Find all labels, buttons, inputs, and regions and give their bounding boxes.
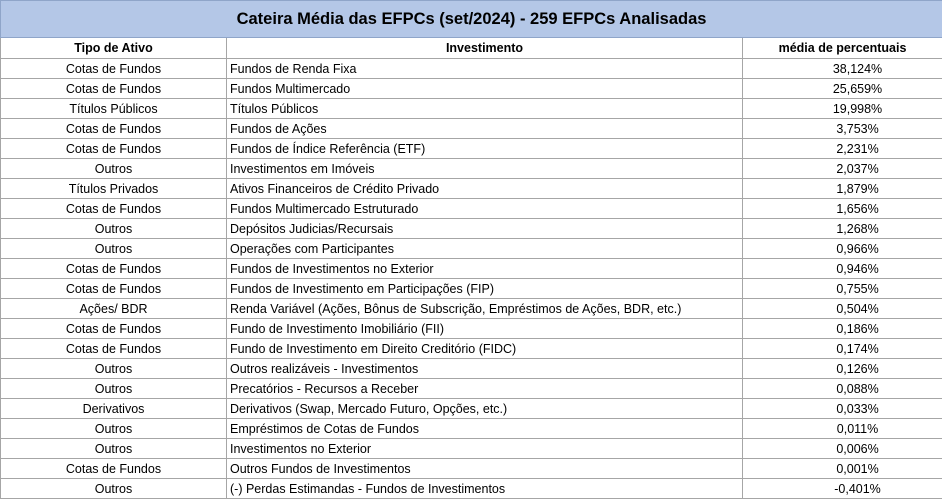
header-tipo-de-ativo[interactable]: Tipo de Ativo: [1, 38, 227, 59]
header-investimento[interactable]: Investimento: [227, 38, 743, 59]
table-row: [1, 319, 942, 339]
table-row: [1, 99, 942, 119]
table-row: [1, 419, 942, 439]
cell-investimento[interactable]: Outros Fundos de Investimentos: [227, 459, 743, 479]
table-row: [1, 159, 942, 179]
cell-investimento[interactable]: Fundos de Investimento em Participações (FIP): [227, 279, 743, 299]
cell-media-percentual[interactable]: 25,659%: [743, 79, 942, 99]
table-row: [1, 79, 942, 99]
cell-tipo-de-ativo[interactable]: Cotas de Fundos: [1, 339, 227, 359]
table-row: [1, 359, 942, 379]
cell-media-percentual[interactable]: 38,124%: [743, 59, 942, 79]
cell-investimento[interactable]: Investimentos no Exterior: [227, 439, 743, 459]
title-row: [1, 1, 942, 38]
cell-media-percentual[interactable]: 0,966%: [743, 239, 942, 259]
table-row: [1, 179, 942, 199]
cell-investimento[interactable]: Títulos Públicos: [227, 99, 743, 119]
cell-investimento[interactable]: Operações com Participantes: [227, 239, 743, 259]
table-row: [1, 239, 942, 259]
table-row: [1, 259, 942, 279]
cell-tipo-de-ativo[interactable]: Outros: [1, 479, 227, 499]
cell-tipo-de-ativo[interactable]: Cotas de Fundos: [1, 59, 227, 79]
cell-tipo-de-ativo[interactable]: Cotas de Fundos: [1, 199, 227, 219]
cell-investimento[interactable]: Fundo de Investimento Imobiliário (FII): [227, 319, 743, 339]
cell-media-percentual[interactable]: 3,753%: [743, 119, 942, 139]
cell-investimento[interactable]: Ativos Financeiros de Crédito Privado: [227, 179, 743, 199]
cell-tipo-de-ativo[interactable]: Cotas de Fundos: [1, 259, 227, 279]
cell-media-percentual[interactable]: 1,879%: [743, 179, 942, 199]
cell-tipo-de-ativo[interactable]: Outros: [1, 439, 227, 459]
cell-tipo-de-ativo[interactable]: Cotas de Fundos: [1, 279, 227, 299]
cell-investimento[interactable]: Outros realizáveis - Investimentos: [227, 359, 743, 379]
cell-tipo-de-ativo[interactable]: Títulos Privados: [1, 179, 227, 199]
cell-media-percentual[interactable]: 0,504%: [743, 299, 942, 319]
table-row: [1, 219, 942, 239]
cell-media-percentual[interactable]: 0,011%: [743, 419, 942, 439]
cell-investimento[interactable]: Fundos de Renda Fixa: [227, 59, 743, 79]
cell-investimento[interactable]: Fundo de Investimento em Direito Creditório (FIDC): [227, 339, 743, 359]
cell-investimento[interactable]: Renda Variável (Ações, Bônus de Subscrição, Empréstimos de Ações, BDR, etc.): [227, 299, 743, 319]
cell-media-percentual[interactable]: 0,174%: [743, 339, 942, 359]
cell-tipo-de-ativo[interactable]: Outros: [1, 219, 227, 239]
table-row: [1, 459, 942, 479]
header-media-de-percentuais[interactable]: média de percentuais: [743, 38, 942, 59]
table-row: [1, 139, 942, 159]
cell-media-percentual[interactable]: 1,268%: [743, 219, 942, 239]
table-row: [1, 479, 942, 499]
cell-media-percentual[interactable]: 19,998%: [743, 99, 942, 119]
table-row: [1, 399, 942, 419]
cell-investimento[interactable]: Precatórios - Recursos a Receber: [227, 379, 743, 399]
cell-tipo-de-ativo[interactable]: Cotas de Fundos: [1, 139, 227, 159]
cell-media-percentual[interactable]: 0,001%: [743, 459, 942, 479]
cell-media-percentual[interactable]: 2,037%: [743, 159, 942, 179]
cell-media-percentual[interactable]: -0,401%: [743, 479, 942, 499]
cell-media-percentual[interactable]: 2,231%: [743, 139, 942, 159]
cell-media-percentual[interactable]: 0,126%: [743, 359, 942, 379]
cell-investimento[interactable]: Empréstimos de Cotas de Fundos: [227, 419, 743, 439]
table-row: [1, 299, 942, 319]
cell-tipo-de-ativo[interactable]: Outros: [1, 159, 227, 179]
cell-tipo-de-ativo[interactable]: Cotas de Fundos: [1, 459, 227, 479]
table-row: [1, 279, 942, 299]
table-row: [1, 339, 942, 359]
table-row: [1, 59, 942, 79]
cell-media-percentual[interactable]: 1,656%: [743, 199, 942, 219]
cell-tipo-de-ativo[interactable]: Títulos Públicos: [1, 99, 227, 119]
cell-investimento[interactable]: (-) Perdas Estimandas - Fundos de Investimentos: [227, 479, 743, 499]
cell-investimento[interactable]: Fundos de Índice Referência (ETF): [227, 139, 743, 159]
cell-investimento[interactable]: Derivativos (Swap, Mercado Futuro, Opções, etc.): [227, 399, 743, 419]
cell-investimento[interactable]: Investimentos em Imóveis: [227, 159, 743, 179]
table-row: [1, 119, 942, 139]
cell-tipo-de-ativo[interactable]: Derivativos: [1, 399, 227, 419]
header-row: [1, 38, 942, 59]
cell-investimento[interactable]: Fundos de Investimentos no Exterior: [227, 259, 743, 279]
cell-media-percentual[interactable]: 0,755%: [743, 279, 942, 299]
cell-tipo-de-ativo[interactable]: Cotas de Fundos: [1, 79, 227, 99]
cell-tipo-de-ativo[interactable]: Outros: [1, 359, 227, 379]
cell-investimento[interactable]: Fundos de Ações: [227, 119, 743, 139]
cell-tipo-de-ativo[interactable]: Cotas de Fundos: [1, 119, 227, 139]
cell-media-percentual[interactable]: 0,186%: [743, 319, 942, 339]
cell-media-percentual[interactable]: 0,033%: [743, 399, 942, 419]
table-body: [1, 59, 942, 499]
table-row: [1, 379, 942, 399]
table-title[interactable]: Cateira Média das EFPCs (set/2024) - 259 EFPCs Analisadas: [1, 1, 942, 38]
cell-tipo-de-ativo[interactable]: Cotas de Fundos: [1, 319, 227, 339]
cell-media-percentual[interactable]: 0,946%: [743, 259, 942, 279]
cell-media-percentual[interactable]: 0,006%: [743, 439, 942, 459]
cell-tipo-de-ativo[interactable]: Outros: [1, 239, 227, 259]
cell-investimento[interactable]: Depósitos Judicias/Recursais: [227, 219, 743, 239]
cell-tipo-de-ativo[interactable]: Outros: [1, 419, 227, 439]
cell-investimento[interactable]: Fundos Multimercado: [227, 79, 743, 99]
table-row: [1, 439, 942, 459]
cell-media-percentual[interactable]: 0,088%: [743, 379, 942, 399]
cell-tipo-de-ativo[interactable]: Outros: [1, 379, 227, 399]
cell-investimento[interactable]: Fundos Multimercado Estruturado: [227, 199, 743, 219]
table-row: [1, 199, 942, 219]
cell-tipo-de-ativo[interactable]: Ações/ BDR: [1, 299, 227, 319]
